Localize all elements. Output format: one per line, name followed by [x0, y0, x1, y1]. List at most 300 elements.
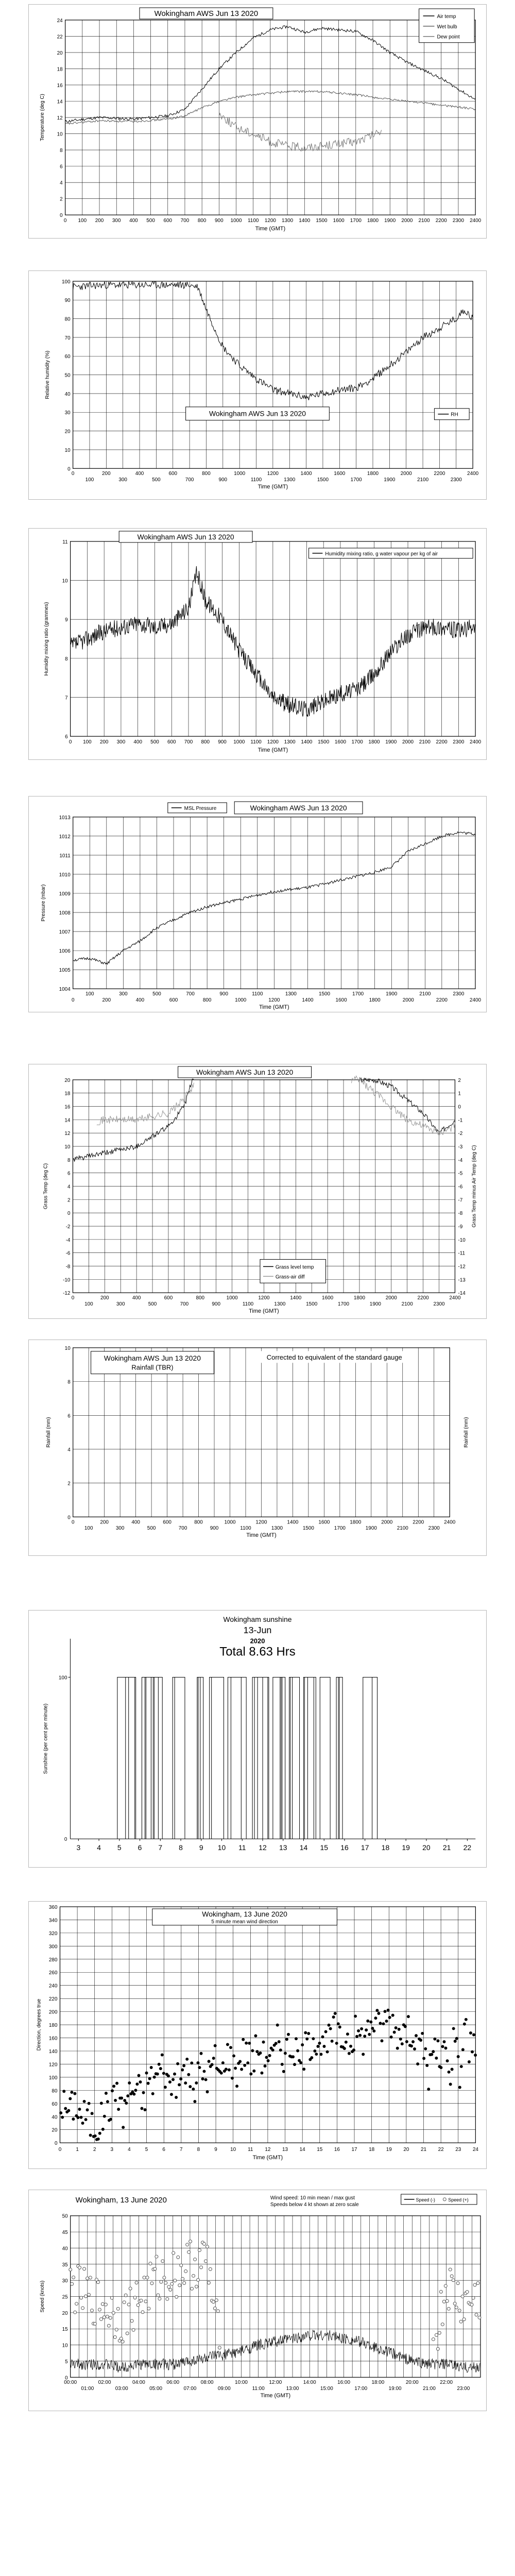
data-point — [243, 2064, 246, 2067]
legend-label: Wet bulb — [437, 24, 457, 30]
y-tick-label: 18 — [57, 66, 63, 73]
data-point — [196, 2061, 199, 2064]
data-point — [334, 2012, 337, 2015]
y-tick-label: 6 — [65, 734, 68, 740]
data-point — [331, 2040, 334, 2043]
y-tick-label: 120 — [48, 2062, 58, 2068]
y-tick-label: -2 — [458, 1131, 463, 1137]
y-tick-label: 8 — [67, 1157, 71, 1163]
data-point — [287, 2033, 290, 2036]
y-tick-label: 0 — [54, 2141, 58, 2147]
data-point — [226, 2043, 229, 2046]
data-point — [457, 2055, 460, 2058]
data-point — [345, 2041, 348, 2044]
data-point — [310, 2056, 313, 2059]
x-tick-label: 700 — [180, 218, 190, 224]
x-tick-label: 1200 — [267, 739, 279, 745]
chart-subtitle: Rainfall (TBR) — [131, 1363, 174, 1371]
data-point — [109, 2117, 112, 2121]
wind-direction-plot — [29, 1902, 486, 2168]
y-tick-label: 14 — [64, 1117, 71, 1124]
x-tick-label: 600 — [167, 739, 176, 745]
data-point — [449, 2083, 452, 2086]
gust-point — [186, 2243, 189, 2246]
data-point — [203, 2070, 206, 2073]
y-axis-label: Rainfall (mm) — [45, 1417, 52, 1448]
data-point — [84, 2118, 88, 2121]
gust-point — [96, 2281, 99, 2284]
x-tick-label: 100 — [84, 1526, 93, 1532]
x-tick-label: 2200 — [417, 1295, 429, 1301]
data-point — [305, 2037, 308, 2040]
x-tick-label: 1900 — [369, 1301, 381, 1308]
gust-point — [478, 2316, 481, 2319]
data-point — [411, 2040, 415, 2043]
y-tick-label: 8 — [65, 656, 68, 662]
gust-point — [438, 2331, 441, 2334]
data-point — [164, 2086, 167, 2089]
x-tick-label: 2000 — [402, 997, 414, 1004]
data-point — [184, 2081, 187, 2084]
x-tick-label: 13 — [279, 1843, 287, 1852]
data-point — [254, 2035, 257, 2038]
sunshine-bar — [197, 1677, 203, 1839]
x-tick-label: 0 — [71, 471, 75, 477]
y-tick-label: 240 — [48, 1983, 58, 1989]
data-point — [206, 2090, 209, 2093]
x-tick-label: 600 — [164, 1295, 173, 1301]
data-point — [83, 2100, 86, 2103]
y-tick-label: -10 — [63, 1277, 71, 1283]
data-point — [346, 2032, 349, 2036]
x-tick-label: 7 — [180, 2147, 183, 2153]
gust-point — [124, 2294, 127, 2297]
gust-point — [459, 2320, 462, 2323]
data-point — [150, 2066, 153, 2069]
x-tick-label: 400 — [132, 1295, 141, 1301]
y-tick-label: -8 — [65, 1264, 71, 1270]
data-point — [284, 2052, 287, 2055]
y-tick-label: 180 — [48, 2023, 58, 2029]
x-tick-label: 4 — [97, 1843, 101, 1852]
data-point — [148, 2077, 151, 2080]
data-point — [430, 2053, 433, 2056]
chart-grass-temperature — [28, 1064, 487, 1319]
data-point — [461, 2048, 465, 2051]
data-point — [193, 2100, 196, 2103]
gust-point — [213, 2307, 216, 2310]
x-tick-label: 2400 — [467, 471, 479, 477]
y-tick-label: 2 — [60, 196, 63, 202]
y-tick-label: 35 — [62, 2262, 68, 2268]
gust-point — [209, 2267, 212, 2270]
wind-speed-plot — [29, 2190, 486, 2411]
data-point — [425, 2064, 428, 2067]
y-tick-label: 1004 — [59, 987, 71, 993]
y-axis-label: Rainfall (mm) — [464, 1417, 470, 1448]
gust-point — [126, 2332, 129, 2335]
gust-point — [153, 2267, 157, 2270]
x-tick-label: 2400 — [449, 1295, 461, 1301]
x-tick-label: 0 — [71, 1295, 75, 1301]
data-point — [188, 2085, 192, 2088]
data-point — [321, 2035, 324, 2038]
data-point — [221, 2061, 225, 2064]
data-point — [100, 2102, 103, 2105]
chart-title: Wokingham AWS Jun 13 2020 — [104, 1353, 201, 1362]
data-point — [76, 2116, 79, 2119]
legend-label: Grass-air diff — [275, 1274, 305, 1280]
data-point — [101, 2128, 105, 2131]
data-point — [285, 2038, 288, 2041]
chart-year: 2020 — [250, 1637, 265, 1645]
data-point — [271, 2048, 274, 2052]
data-point — [245, 2042, 248, 2045]
gust-point — [169, 2288, 172, 2291]
data-point — [439, 2066, 442, 2069]
gust-point — [161, 2260, 164, 2263]
y-tick-label: 6 — [60, 164, 63, 170]
chart-wind-direction — [28, 1901, 487, 2169]
data-point — [432, 2050, 435, 2053]
y-tick-label: 100 — [58, 1675, 67, 1681]
x-tick-label: 300 — [116, 739, 126, 745]
data-point — [201, 2077, 204, 2080]
y-tick-label: 2 — [67, 1197, 71, 1204]
y-tick-label: 7 — [65, 695, 68, 701]
x-tick-label: 2000 — [385, 1295, 397, 1301]
gust-point — [462, 2318, 466, 2321]
x-axis-label: Time (GMT) — [258, 747, 288, 754]
gust-point — [435, 2333, 438, 2336]
data-point — [115, 2082, 118, 2085]
x-tick-label: 15 — [320, 1843, 328, 1852]
data-point — [134, 2089, 137, 2092]
data-point — [358, 2034, 362, 2037]
data-point — [225, 2067, 228, 2071]
data-point — [251, 2049, 254, 2052]
gust-point — [216, 2310, 219, 2313]
x-tick-label: 17:00 — [354, 2386, 368, 2392]
gust-point — [119, 2337, 123, 2340]
data-point — [238, 2060, 242, 2063]
x-tick-label: 800 — [194, 1519, 203, 1526]
gust-point — [164, 2281, 167, 2284]
data-point — [349, 2045, 352, 2048]
data-point — [363, 2035, 366, 2038]
data-point — [328, 2024, 331, 2027]
pressure-plot — [29, 796, 486, 1012]
legend-label: Humidity mixing ratio, g water vapour per kg of air — [325, 551, 438, 557]
x-tick-label: 200 — [102, 471, 111, 477]
gust-point — [181, 2277, 184, 2280]
data-point — [293, 2063, 296, 2066]
data-point — [179, 2077, 182, 2080]
x-tick-label: 600 — [168, 471, 178, 477]
gust-point — [101, 2302, 104, 2306]
y-tick-label: 70 — [64, 335, 71, 341]
gust-point — [458, 2309, 461, 2312]
y-tick-label: 40 — [64, 391, 71, 397]
x-tick-label: 1000 — [233, 739, 245, 745]
legend-label: Dew point — [437, 34, 460, 40]
relative-humidity-plot — [29, 271, 486, 499]
x-tick-label: 1200 — [267, 471, 279, 477]
x-tick-label: 2100 — [401, 1301, 413, 1308]
x-tick-label: 1600 — [333, 218, 345, 224]
y-axis-label: Speed (knots) — [39, 2280, 45, 2313]
x-tick-label: 2200 — [436, 739, 448, 745]
y-tick-label: 0 — [64, 1837, 67, 1843]
legend-label: Speed (-) — [416, 2197, 435, 2202]
gust-point — [177, 2256, 180, 2259]
y-tick-label: 25 — [62, 2294, 68, 2300]
gust-point — [178, 2284, 181, 2287]
y-tick-label: 24 — [57, 18, 63, 24]
x-tick-label: 1000 — [234, 471, 246, 477]
data-point — [385, 2020, 388, 2023]
data-point — [304, 2031, 307, 2035]
legend-label: RH — [451, 412, 458, 418]
x-tick-label: 900 — [219, 991, 228, 997]
x-tick-label: 15 — [317, 2147, 323, 2153]
gust-point — [191, 2287, 194, 2290]
x-tick-label: 2100 — [418, 218, 430, 224]
y-tick-label: 10 — [62, 2343, 68, 2349]
data-point — [106, 2100, 109, 2103]
data-point — [204, 2078, 208, 2081]
data-point — [262, 2041, 265, 2044]
data-point — [267, 2059, 270, 2062]
y-tick-label: 20 — [64, 429, 71, 435]
y-axis-label: Pressure (mbar) — [40, 884, 46, 922]
x-tick-label: 200 — [100, 1295, 109, 1301]
x-tick-label: 1400 — [287, 1519, 299, 1526]
y-tick-label: 80 — [52, 2088, 58, 2094]
sunshine-bar — [117, 1677, 136, 1839]
y-tick-label: 1010 — [59, 872, 71, 878]
x-tick-label: 2200 — [435, 218, 447, 224]
gust-point — [163, 2276, 166, 2279]
data-point — [278, 2040, 281, 2043]
x-tick-label: 13 — [282, 2147, 288, 2153]
x-tick-label: 0 — [68, 739, 72, 745]
data-point — [335, 2042, 338, 2045]
data-point — [62, 2090, 65, 2093]
gust-point — [453, 2302, 456, 2305]
x-tick-label: 300 — [119, 991, 128, 997]
data-point — [252, 2070, 255, 2073]
y-tick-label: -5 — [458, 1171, 463, 1177]
gust-point — [81, 2307, 84, 2310]
y-tick-label: 80 — [64, 316, 71, 323]
gust-point — [149, 2262, 152, 2265]
data-point — [190, 2061, 193, 2064]
x-tick-label: 3 — [76, 1843, 81, 1852]
y-tick-label: -7 — [458, 1197, 463, 1204]
x-axis-label: Time (GMT) — [255, 226, 286, 232]
y-tick-label: 12 — [57, 115, 63, 122]
x-tick-label: 6 — [138, 1843, 142, 1852]
chart-title: Wokingham AWS Jun 13 2020 — [196, 1067, 294, 1076]
x-tick-label: 22 — [438, 2147, 444, 2153]
gust-point — [107, 2324, 110, 2327]
data-point — [357, 2029, 360, 2032]
y-tick-label: 10 — [64, 1345, 71, 1351]
y-tick-label: 20 — [64, 1077, 71, 1083]
x-tick-label: 1300 — [284, 477, 296, 483]
data-point — [377, 2012, 380, 2015]
x-tick-label: 1900 — [384, 218, 396, 224]
x-tick-label: 400 — [133, 739, 143, 745]
total-hours: Total 8.63 Hrs — [219, 1645, 296, 1659]
data-point — [474, 2054, 477, 2057]
y-tick-label: 4 — [67, 1447, 71, 1453]
legend-label: Grass level temp — [275, 1264, 314, 1270]
y-tick-label: -1 — [458, 1117, 463, 1124]
gust-point — [455, 2306, 458, 2309]
data-point — [140, 2107, 143, 2110]
x-tick-label: 16:00 — [337, 2380, 350, 2386]
x-tick-label: 1800 — [367, 471, 379, 477]
x-tick-label: 1400 — [301, 739, 313, 745]
data-point — [235, 2084, 238, 2088]
x-tick-label: 1600 — [334, 471, 346, 477]
gust-point — [212, 2300, 215, 2303]
x-tick-label: 01:00 — [81, 2386, 94, 2392]
gust-point — [132, 2328, 135, 2331]
gust-point — [175, 2295, 178, 2298]
y-tick-label: 200 — [48, 2009, 58, 2015]
y-tick-label: 6 — [67, 1413, 71, 1419]
x-tick-label: 900 — [212, 1301, 220, 1308]
x-tick-label: 1100 — [250, 739, 262, 745]
x-tick-label: 1700 — [334, 1526, 346, 1532]
x-tick-label: 1900 — [365, 1526, 377, 1532]
x-tick-label: 1900 — [384, 477, 396, 483]
data-point — [398, 2028, 401, 2031]
gust-point — [466, 2291, 469, 2294]
gust-point — [116, 2307, 119, 2310]
data-point — [187, 2073, 190, 2076]
data-point — [390, 2036, 393, 2039]
y-tick-label: 14 — [57, 99, 63, 105]
data-point — [185, 2058, 188, 2061]
data-point — [436, 2039, 439, 2042]
gust-point — [83, 2267, 86, 2270]
gust-point — [461, 2295, 464, 2298]
data-point — [126, 2094, 129, 2097]
gust-point — [123, 2301, 126, 2304]
x-axis-label: Time (GMT) — [252, 2155, 283, 2161]
x-tick-label: 20 — [422, 1843, 431, 1852]
x-tick-label: 100 — [78, 218, 87, 224]
data-point — [248, 2042, 251, 2045]
x-tick-label: 400 — [135, 997, 145, 1004]
legend-label: Speed (+) — [448, 2197, 469, 2202]
data-point — [214, 2044, 217, 2047]
x-tick-label: 17 — [351, 2147, 357, 2153]
data-point — [313, 2049, 316, 2053]
y-tick-label: 1012 — [59, 834, 71, 840]
y-tick-label: -13 — [458, 1277, 466, 1283]
data-point — [125, 2102, 128, 2105]
data-point — [175, 2096, 178, 2099]
data-point — [329, 2027, 332, 2030]
x-tick-label: 02:00 — [98, 2380, 111, 2386]
data-point — [348, 2052, 351, 2055]
gust-point — [197, 2278, 200, 2281]
x-tick-label: 2300 — [428, 1526, 440, 1532]
gust-point — [450, 2275, 453, 2278]
gust-point — [442, 2300, 445, 2303]
x-tick-label: 500 — [146, 218, 155, 224]
data-point — [229, 2046, 232, 2049]
data-point — [139, 2080, 142, 2083]
gust-point — [170, 2282, 174, 2285]
x-tick-label: 1200 — [258, 1295, 270, 1301]
data-point — [59, 2111, 62, 2114]
data-point — [405, 2040, 408, 2043]
gust-point — [195, 2285, 198, 2288]
data-point — [366, 2020, 369, 2023]
data-point — [399, 2038, 402, 2041]
x-tick-label: 600 — [163, 1519, 171, 1526]
data-point — [391, 2014, 394, 2017]
gust-point — [104, 2303, 107, 2306]
data-point — [161, 2053, 164, 2056]
gust-point — [72, 2276, 75, 2279]
sunshine-bar — [173, 1677, 185, 1839]
data-point — [279, 2048, 282, 2052]
sunshine-bar — [228, 1677, 246, 1839]
x-tick-label: 1700 — [337, 1301, 350, 1308]
data-point — [170, 2093, 173, 2096]
x-axis-label: Time (GMT) — [258, 484, 288, 490]
gust-point — [184, 2269, 187, 2273]
gust-point — [93, 2322, 96, 2325]
y-tick-label: -3 — [458, 1144, 463, 1150]
gust-point — [432, 2337, 435, 2341]
data-point — [388, 2016, 391, 2019]
gust-point — [444, 2284, 447, 2287]
rainfall-plot — [29, 1340, 486, 1555]
gust-point — [133, 2296, 136, 2299]
y-tick-label: 45 — [62, 2230, 68, 2236]
x-tick-label: 1400 — [302, 997, 314, 1004]
data-point — [122, 2126, 125, 2129]
x-tick-label: 1800 — [369, 997, 381, 1004]
data-point — [446, 2059, 449, 2062]
x-tick-label: 24 — [472, 2147, 478, 2153]
y-tick-label: -4 — [65, 1237, 71, 1243]
data-point — [465, 2018, 468, 2021]
x-tick-label: 9 — [199, 1843, 203, 1852]
y-tick-label: 5 — [65, 2359, 68, 2365]
data-point — [232, 2054, 235, 2057]
x-tick-label: 5 — [117, 1843, 122, 1852]
chart-humidity-mixing-ratio — [28, 528, 487, 760]
x-tick-label: 1 — [76, 2147, 79, 2153]
data-point — [89, 2134, 92, 2137]
y-tick-label: -4 — [458, 1157, 463, 1163]
data-point — [299, 2061, 302, 2064]
x-tick-label: 12 — [259, 1843, 267, 1852]
x-tick-label: 14 — [299, 1843, 308, 1852]
x-tick-label: 800 — [202, 997, 212, 1004]
data-point — [192, 2088, 195, 2091]
gust-point — [80, 2296, 83, 2299]
